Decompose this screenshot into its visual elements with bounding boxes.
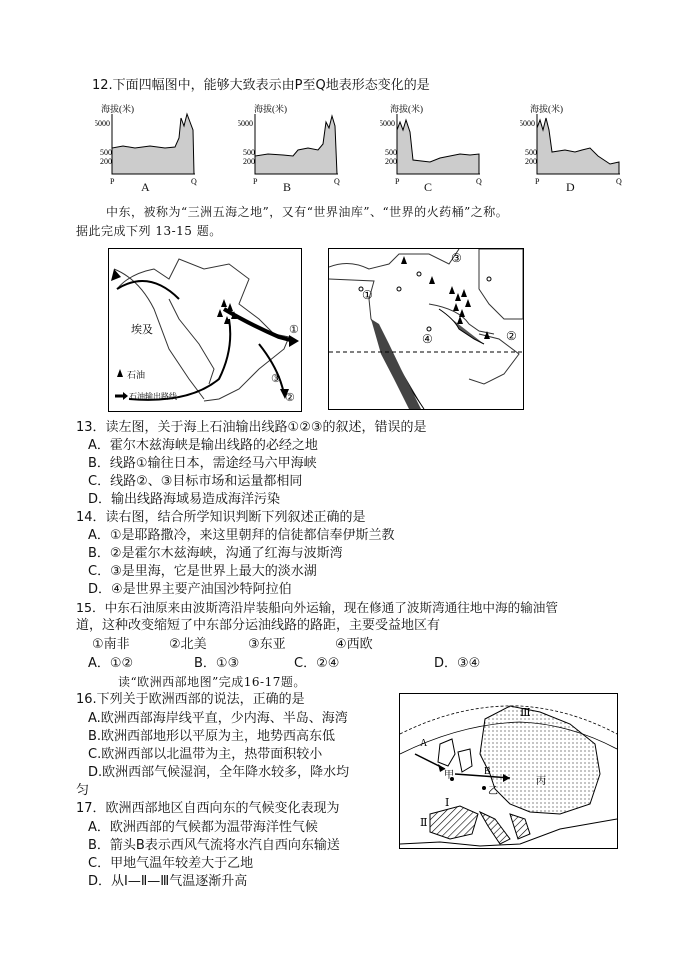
legend-oil-label: 石油 <box>127 370 146 380</box>
profile-chart-a <box>95 100 215 190</box>
q15-choice-1: ①南非 <box>92 637 130 652</box>
chart-letter-d: D <box>566 180 575 194</box>
europe-label-yi: 乙 <box>488 786 498 797</box>
q17-stem: 17．欧洲西部地区自西向东的气候变化表现为 <box>76 801 340 816</box>
mideast-intro-1: 中东，被称为“三洲五海之地”，又有“世界油库”、“世界的火药桶”之称。 <box>106 205 509 219</box>
p-label: P <box>535 177 540 186</box>
q17-option-c: C．甲地气温年较差大于乙地 <box>88 856 254 871</box>
mideast-intro-2: 据此完成下列 13-15 题。 <box>76 224 222 238</box>
europe-label-3: Ⅲ <box>520 707 531 719</box>
route-1-label: ① <box>289 324 299 336</box>
q14-option-b: B．②是霍尔木兹海峡，沟通了红海与波斯湾 <box>88 546 343 561</box>
europe-intro: 读“欧洲西部地图”完成16-17题。 <box>118 675 306 689</box>
tick-500: 500 <box>100 148 112 157</box>
tick-5000: 5000 <box>380 119 395 128</box>
map-num-1: ① <box>362 288 373 302</box>
y-label: 海拔(米) <box>101 104 134 114</box>
q16-option-d-cont: 匀 <box>76 783 90 798</box>
q17-option-a: A．欧洲西部的气候都为温带海洋性气候 <box>88 820 318 835</box>
egypt-label: 埃及 <box>131 324 153 336</box>
p-label: P <box>395 177 400 186</box>
p-label: P <box>253 177 258 186</box>
q15-option-a: A．①② <box>88 656 134 671</box>
map-western-europe <box>399 693 618 849</box>
q15-choice-4: ④西欧 <box>335 637 373 652</box>
europe-label-a: A <box>420 738 428 749</box>
tick-200: 200 <box>385 157 397 166</box>
tick-500: 500 <box>243 148 255 157</box>
map-num-4: ④ <box>422 332 433 346</box>
tick-500: 500 <box>525 148 537 157</box>
europe-label-b: B <box>484 766 491 777</box>
q13-option-a: A．霍尔木兹海峡是输出线路的必经之地 <box>88 438 318 453</box>
chart-letter-a: A <box>141 180 150 194</box>
tick-500: 500 <box>385 148 397 157</box>
tick-200: 200 <box>525 157 537 166</box>
route-2-label: ② <box>285 392 295 404</box>
q15-option-d: D．③④ <box>434 656 481 671</box>
q14-option-a: A．①是耶路撒冷，来这里朝拜的信徒都信奉伊斯兰教 <box>88 528 395 543</box>
q15-option-b: B．①③ <box>194 656 240 671</box>
q16-option-b: B.欧洲西部地形以平原为主，地势西高东低 <box>88 729 336 744</box>
europe-label-1: Ⅰ <box>445 797 450 809</box>
profile-chart-b <box>238 100 358 190</box>
q16-stem: 16.下列关于欧洲西部的说法，正确的是 <box>76 692 305 707</box>
q12-stem: 12.下面四幅图中，能够大致表示由P至Q地表形态变化的是 <box>92 78 430 93</box>
q16-option-d: D.欧洲西部气候湿润，全年降水较多，降水均 <box>88 765 350 780</box>
q15-stem-2: 道，这种改变缩短了中东部分运油线路的路距，主要受益地区有 <box>76 618 441 633</box>
y-label: 海拔(米) <box>530 104 563 114</box>
profile-chart-c <box>380 100 500 190</box>
q15-stem-1: 15．中东石油原来由波斯湾沿岸装船向外运输，现在修通了波斯湾通往地中海的输油管 <box>76 600 558 615</box>
map-num-3: ③ <box>451 251 462 265</box>
tick-5000: 5000 <box>95 119 110 128</box>
q13-option-b: B．线路①输往日本，需途经马六甲海峡 <box>88 456 317 471</box>
route-3-label: ③ <box>271 373 281 385</box>
q17-option-b: B．箭头B表示西风气流将水汽自西向东输送 <box>88 838 340 853</box>
tick-5000: 5000 <box>238 119 253 128</box>
legend-route-label: 石油输出路线 <box>129 392 177 401</box>
q14-stem: 14．读右图，结合所学知识判断下列叙述正确的是 <box>76 510 366 525</box>
tick-200: 200 <box>100 157 112 166</box>
q15-choice-2: ②北美 <box>169 637 207 652</box>
q15-choice-3: ③东亚 <box>248 637 286 652</box>
europe-label-bing: 丙 <box>536 776 546 787</box>
y-label: 海拔(米) <box>390 104 423 114</box>
profile-chart-d <box>520 100 640 190</box>
q15-option-c: C．②④ <box>294 656 340 671</box>
tick-5000: 5000 <box>520 119 535 128</box>
p-label: P <box>110 177 115 186</box>
q17-option-d: D．从Ⅰ—Ⅱ—Ⅲ气温逐渐升高 <box>88 874 248 889</box>
q14-option-d: D．④是世界主要产油国沙特阿拉伯 <box>88 582 292 597</box>
q14-option-c: C．③是里海，它是世界上最大的淡水湖 <box>88 564 317 579</box>
y-label: 海拔(米) <box>254 104 287 114</box>
map-mideast <box>328 248 524 410</box>
q13-option-c: C．线路②、③目标市场和运量都相同 <box>88 474 303 489</box>
q16-option-a: A.欧洲西部海岸线平直，少内海、半岛、海湾 <box>88 711 348 726</box>
map-num-2: ② <box>506 329 517 343</box>
europe-label-2: Ⅱ <box>420 817 428 829</box>
q-label: Q <box>476 177 482 186</box>
q-label: Q <box>334 177 340 186</box>
q13-option-d: D．输出线路海域易造成海洋污染 <box>88 492 281 507</box>
chart-letter-c: C <box>424 180 433 194</box>
q-label: Q <box>616 177 622 186</box>
q13-stem: 13．读左图，关于海上石油输出线路①②③的叙述，错误的是 <box>76 420 427 435</box>
europe-label-jia: 甲 <box>444 770 454 781</box>
q-label: Q <box>191 177 197 186</box>
chart-letter-b: B <box>283 180 292 194</box>
tick-200: 200 <box>243 157 255 166</box>
q16-option-c: C.欧洲西部以北温带为主，热带面积较小 <box>88 747 323 762</box>
map-oil-routes <box>108 248 302 412</box>
